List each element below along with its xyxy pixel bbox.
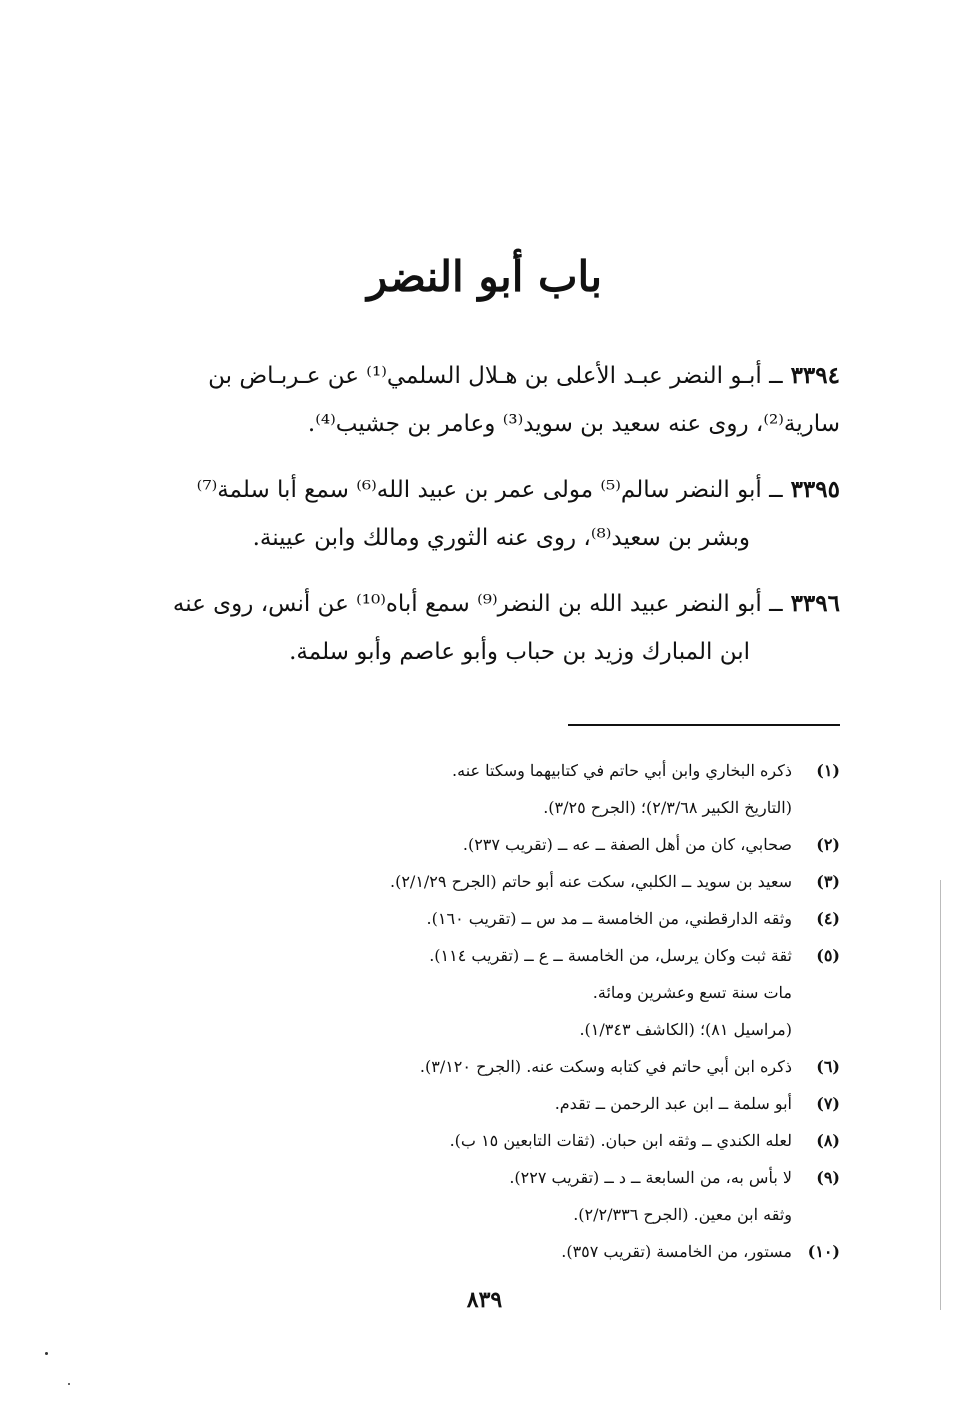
page-number: ٨٣٩ (466, 1287, 503, 1313)
footnote-number (792, 789, 840, 826)
footnote-3 (300, 863, 840, 900)
entry-number: ٣٣٩٦ (790, 590, 840, 617)
entry-text-line1: ــ أبو النضر عبيد الله بن النضر⁽⁹⁾ سمع أباه⁽¹⁰⁾ عن أنس، روى عنه (172, 591, 783, 617)
footnote-text: لا بأس به، من السابعة ــ د ــ (تقريب ٢٢٧). (509, 1168, 792, 1187)
entry-text-line1: ــ أبـو النضر عبـد الأعلى بن هـلال السلمي⁽¹⁾ عن عـربـاض بن (208, 363, 783, 389)
footnote-5-cont (300, 1011, 840, 1048)
footnote-4 (300, 900, 840, 937)
footnote-number (792, 974, 840, 1011)
footnotes (300, 752, 840, 1270)
entry-number: ٣٣٩٤ (790, 362, 840, 389)
scan-speck (68, 1383, 70, 1385)
scan-speck (45, 1352, 48, 1355)
footnote-number: (٩) (816, 1168, 840, 1187)
footnote-5-cont (300, 974, 840, 1011)
footnote-number: (٨) (816, 1131, 840, 1150)
entry-3396 (140, 580, 840, 676)
footnote-text: صحابي، كان من أهل الصفة ــ عه ــ (تقريب ٢٣٧). (462, 835, 792, 854)
footnote-number (792, 1011, 840, 1048)
footnote-text: وثقه ابن معين. (الجرح ٢/٢/٣٣٦). (573, 1205, 792, 1224)
footnote-number: (١) (816, 761, 840, 780)
footnote-separator (568, 724, 840, 726)
footnote-1 (300, 752, 840, 789)
footnote-6 (300, 1048, 840, 1085)
footnote-number: (٥) (816, 946, 840, 965)
footnote-text: مستور، من الخامسة (تقريب ٣٥٧). (561, 1242, 792, 1261)
footnote-10 (300, 1233, 840, 1270)
entry-text-line1: ــ أبو النضر سالم⁽⁵⁾ مولى عمر بن عبيد الله⁽⁶⁾ سمع أبا سلمة⁽⁷⁾ (196, 477, 783, 503)
footnote-number: (٤) (816, 909, 840, 928)
footnote-text: (مراسيل ٨١)؛ (الكاشف ١/٣٤٣). (579, 1020, 792, 1039)
footnote-1-cont (300, 789, 840, 826)
footnote-text: سعيد بن سويد ــ الكلبي، سكت عنه أبو حاتم (الجرح ٢/١/٢٩). (390, 872, 792, 891)
entry-text-line2: وبشر بن سعيد⁽⁸⁾، روى عنه الثوري ومالك وابن عيينة. (252, 525, 750, 551)
footnote-number (792, 1196, 840, 1233)
entry-3395 (140, 466, 840, 562)
entry-number: ٣٣٩٥ (790, 476, 840, 503)
footnote-9 (300, 1159, 840, 1196)
footnote-9-cont (300, 1196, 840, 1233)
footnote-text: لعله الكندي ــ وثقه ابن حبان. (ثقات التابعين ١٥ ب). (449, 1131, 792, 1150)
footnote-number: (٦) (816, 1057, 840, 1076)
footnote-text: مات سنة تسع وعشرين ومائة. (592, 983, 792, 1002)
footnote-number: (٣) (816, 872, 840, 891)
footnote-text: وثقه الدارقطني، من الخامسة ــ مد س ــ (تقريب ١٦٠). (426, 909, 792, 928)
footnote-text: ثقة ثبت وكان يرسل، من الخامسة ــ ع ــ (تقريب ١١٤). (429, 946, 792, 965)
footnote-number: (٢) (816, 835, 840, 854)
footnote-text: ذكره ابن أبي حاتم في كتابه وسكت عنه. (الجرح ٣/١٢٠). (419, 1057, 792, 1076)
footnote-2 (300, 826, 840, 863)
entry-text-line2: سارية⁽²⁾، روى عنه سعيد بن سويد⁽³⁾ وعامر بن جشيب⁽⁴⁾. (307, 411, 840, 437)
footnote-8 (300, 1122, 840, 1159)
chapter-title: باب أبو النضر (366, 252, 603, 301)
footnote-text: أبو سلمة ــ ابن عبد الرحمن ــ تقدم. (554, 1094, 792, 1113)
footnote-5 (300, 937, 840, 974)
footnote-number: (٧) (816, 1094, 840, 1113)
entries-list (140, 352, 840, 694)
footnote-text: ذكره البخاري وابن أبي حاتم في كتابيهما وسكتا عنه. (452, 761, 792, 780)
entry-3394 (140, 352, 840, 448)
footnote-number: (١٠) (807, 1242, 840, 1261)
entry-text-line2: ابن المبارك وزيد بن حباب وأبو عاصم وأبو سلمة. (289, 639, 750, 665)
footnote-7 (300, 1085, 840, 1122)
scan-margin-line (940, 880, 941, 1310)
footnote-text: (التاريخ الكبير ٢/٣/٦٨)؛ (الجرح ٣/٢٥). (543, 798, 792, 817)
